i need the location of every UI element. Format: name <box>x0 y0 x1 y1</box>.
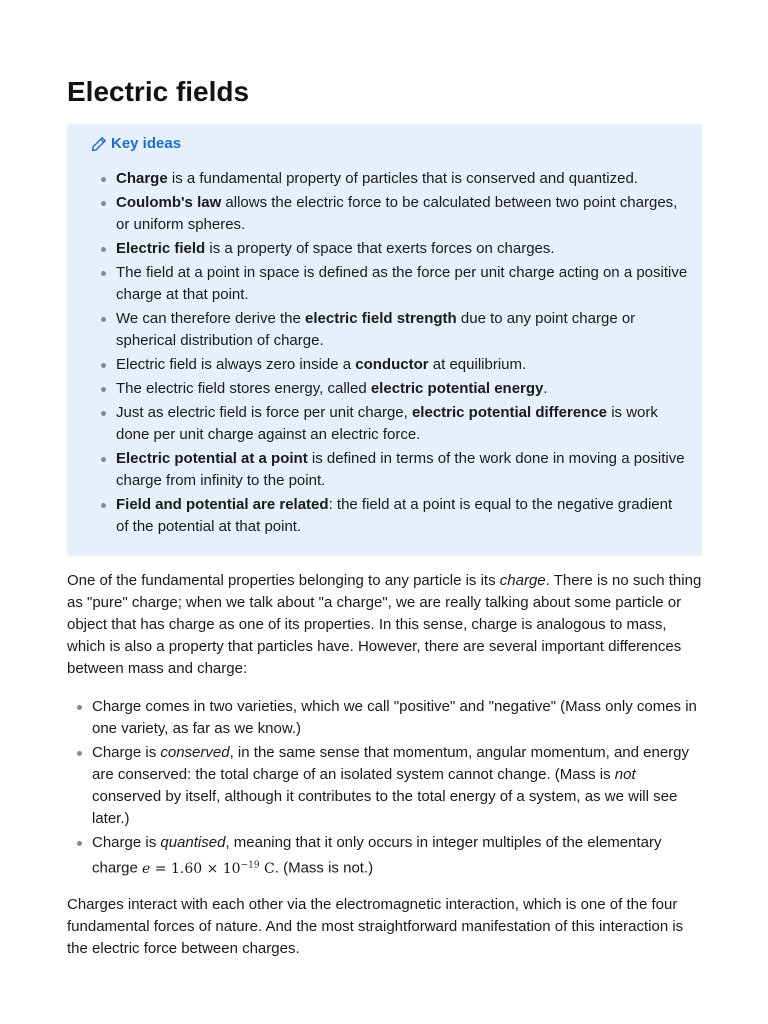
bullet <box>77 705 82 710</box>
key-ideas-heading <box>91 134 688 154</box>
closing-paragraph: Charges interact with each other via the electromagnetic interaction, which is one of the four fundamental forces of nature. And the most straightforward manifestation of this interaction is the electric force between charges. <box>67 895 684 957</box>
pencil-icon <box>91 136 107 152</box>
article <box>67 72 703 960</box>
bullet <box>101 317 106 322</box>
bullet <box>101 503 106 508</box>
list-item: Electric field is always zero inside a conductor at equilibrium. <box>91 354 688 376</box>
page-title: Electric fields <box>67 76 250 107</box>
list-item: Charge is a fundamental property of particles that is conserved and quantized. <box>91 168 688 190</box>
bullet <box>101 177 106 182</box>
list-item: Electric potential at a point is defined in terms of the work done in moving a positive charge from infinity to the point. <box>91 448 688 492</box>
list-item: Field and potential are related: the field at a point is equal to the negative gradient of the potential at that point. <box>91 494 688 538</box>
bullet <box>101 247 106 252</box>
list-item: The electric field stores energy, called electric potential energy. <box>91 378 688 400</box>
bullet <box>101 457 106 462</box>
list-item: We can therefore derive the electric field strength due to any point charge or spherical distribution of charge. <box>91 308 688 352</box>
list-item: Charge is quantised, meaning that it only occurs in integer multiples of the elementary charge $e = 1.60 \times 10^{-19}$ C. (Mass is not.) <box>67 832 703 880</box>
elementary-charge-formula: $e = 1.60 \times 10^{-19}$ C <box>142 860 275 877</box>
bullet <box>101 201 106 206</box>
bullet <box>77 841 82 846</box>
intro-paragraph: One of the fundamental properties belonging to any particle is its charge. There is no such thing as "pure" charge; when we talk about "a charge", we are really talking about some particle or object that has charge as one of its properties. In this sense, charge is analogous to mass, which is also a property that particles have. However, there are several important differences between mass and charge: <box>67 572 702 677</box>
bullet <box>77 751 82 756</box>
list-item: Charge comes in two varieties, which we call "positive" and "negative" (Mass only comes in one variety, as far as we know.) <box>67 696 703 740</box>
key-ideas-label: Key ideas <box>111 135 182 152</box>
key-ideas-list <box>91 168 688 538</box>
list-item: Charge is conserved, in the same sense that momentum, angular momentum, and energy are conserved: the total charge of an isolated system cannot change. (Mass is not conserved by itself, although it contributes to the total energy of a system, as we will see later.) <box>67 742 703 830</box>
bullet <box>101 271 106 276</box>
bullet <box>101 387 106 392</box>
list-item: Just as electric field is force per unit charge, electric potential difference is work done per unit charge against an electric force. <box>91 402 688 446</box>
list-item: Electric field is a property of space that exerts forces on charges. <box>91 238 688 260</box>
list-item: Coulomb's law allows the electric force to be calculated between two point charges, or uniform spheres. <box>91 192 688 236</box>
bullet <box>101 411 106 416</box>
differences-list <box>67 696 703 880</box>
bullet <box>101 363 106 368</box>
list-item: The field at a point in space is defined as the force per unit charge acting on a positive charge at that point. <box>91 262 688 306</box>
key-ideas-box <box>67 124 702 556</box>
